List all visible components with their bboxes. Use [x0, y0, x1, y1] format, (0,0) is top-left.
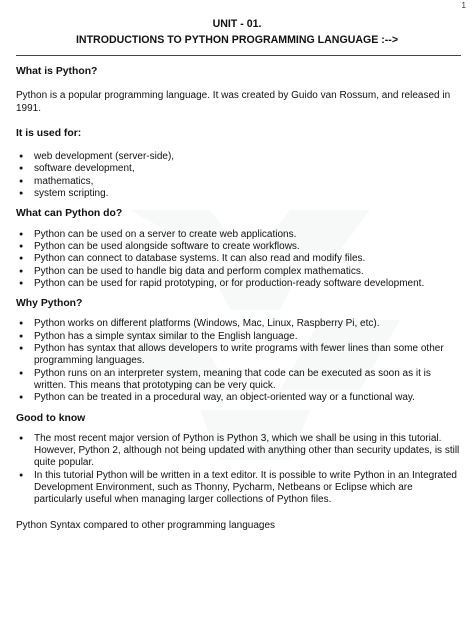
list-item: ● Python has a simple syntax similar to the English language.: [16, 331, 461, 343]
list-item: ● Python works on different platforms (Windows, Mac, Linux, Raspberry Pi, etc).: [16, 318, 461, 330]
list-item: ● Python runs on an interpreter system, meaning that code can be executed as soon as it is written. This means that prototyping can be very quick.: [16, 368, 461, 393]
list-item: ● software development,: [16, 163, 461, 175]
heading-why-python: Why Python?: [16, 298, 83, 310]
list-item: ● Python can be used to handle big data and perform complex mathematics.: [16, 266, 461, 278]
list-item: ● In this tutorial Python will be written in a text editor. It is possible to write Python in an Integrated Development Environment, such as Thonny, Pycharm, Netbeans or Eclipse which are particularly useful when managing larger collections of Python files.: [16, 470, 461, 507]
list-item: ● The most recent major version of Python is Python 3, which we shall be using in this tutorial. However, Python 2, although not being updated with anything other than security updates, is still quite popular.: [16, 433, 461, 470]
list-item: ● Python can be used on a server to create web applications.: [16, 229, 461, 241]
list-item: ● system scripting.: [16, 188, 461, 200]
list-item: ● Python has syntax that allows developers to write programs with fewer lines than some other programming languages.: [16, 343, 461, 368]
list-item: ● Python can be used alongside software to create workflows.: [16, 241, 461, 253]
list-item: ● mathematics,: [16, 176, 461, 188]
page-title: INTRODUCTIONS TO PYTHON PROGRAMMING LANGUAGE :-->: [75, 34, 399, 46]
heading-what-is-python: What is Python?: [16, 66, 98, 77]
heading-it-is-used-for: It is used for:: [16, 127, 82, 139]
heading-good-to-know: Good to know: [16, 412, 86, 424]
heading-what-can-python-do: What can Python do?: [16, 208, 123, 220]
document-body: [16, 66, 461, 532]
document-title-block: [0, 16, 474, 48]
list-item: ● Python can be treated in a procedural way, an object-oriented way or a functional way.: [16, 392, 461, 404]
list-item: ● Python can be used for rapid prototyping, or for production-ready software development.: [16, 278, 461, 290]
paragraph-what-is-python: Python is a popular programming language. It was created by Guido van Rossum, and released in 1991.: [16, 90, 451, 114]
list-item: ● web development (server-side),: [16, 151, 461, 163]
paragraph-syntax-compare: Python Syntax compared to other programming languages: [16, 519, 276, 531]
list-good-to-know: [16, 433, 461, 507]
page-number: 1: [461, 1, 466, 10]
unit-label: UNIT - 01.: [212, 18, 262, 30]
list-why-python: [16, 318, 461, 404]
list-what-can: [16, 229, 461, 290]
list-used-for: [16, 151, 461, 200]
list-item: ● Python can connect to database systems. It can also read and modify files.: [16, 253, 461, 265]
title-divider: [16, 55, 461, 56]
